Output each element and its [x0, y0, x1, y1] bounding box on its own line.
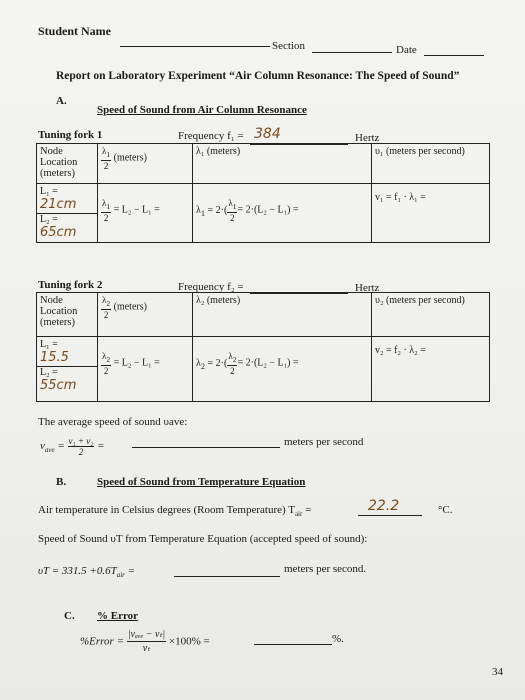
fork2-frequency-label: Frequency f₂ = — [178, 281, 244, 293]
error-answer-line — [254, 644, 332, 645]
fork2-half-frac: $\frac{\lambda_2}{2}$ — [102, 351, 111, 376]
error-lhs: %Error = — [80, 635, 124, 648]
fork2-lambda-eq-cell: $\lambda_2 = 2\cdot$( $\frac{\lambda_2}{2}$ = 2·(L₂ − L₁) = — [193, 337, 372, 402]
part-a-title: Speed of Sound from Air Column Resonance — [97, 104, 307, 116]
fork2-col-half-text: (meters) — [113, 301, 147, 313]
average-label: The average speed of sound υave: — [38, 416, 188, 428]
fork1-l1-value: 21cm — [40, 197, 77, 212]
error-formula — [80, 628, 210, 655]
fork1-lambda-eq-cell: $\lambda_1 = 2\cdot$( $\frac{\lambda_1}{2}$ = 2·(L₂ − L₁) = — [193, 184, 372, 243]
fork2-lambda-eq: = 2·(L₂ − L₁) = — [237, 357, 299, 369]
fork1-col-node — [37, 144, 98, 184]
student-name-label: Student Name — [38, 24, 112, 38]
fork1-col-v: υ₁ (meters per second) — [372, 144, 490, 184]
fork2-col-half — [98, 293, 193, 337]
average-formula: $v_{ave}$ = $\frac{\text{v₁ + v₂}}{2}$ = — [40, 436, 105, 457]
average-unit: meters per second — [284, 436, 364, 448]
fork2-l1-value: 15.5 — [40, 350, 69, 365]
air-temp-label-text: Air temperature in Celsius degrees (Room Temperature) T — [38, 504, 295, 516]
air-temp-label: Air temperature in Celsius degrees (Room Temperature) $T_{air}$ = — [38, 504, 312, 519]
temp-answer-line — [174, 576, 280, 577]
fork2-v-eq: v₂ = f₂ · λ₂ = — [372, 337, 490, 402]
average-num: v₁ + v₂ — [68, 436, 94, 446]
half-lambda2-frac: $\frac{\lambda_2}{2}$ — [102, 295, 111, 320]
fork2-col-lambda: λ₂ (meters) — [193, 293, 372, 337]
fork1-half-eq-cell — [98, 184, 193, 243]
half-lambda-frac: $\frac{\lambda_1}{2}$ — [102, 146, 111, 171]
average-lhs: v — [40, 440, 45, 453]
fork2-label: Tuning fork 2 — [38, 279, 103, 291]
fork1-l2-label: L₂ = — [37, 213, 97, 225]
fork1-v-eq: v₁ = f₁ · λ₁ = — [372, 184, 490, 243]
fork2-unit: Hertz — [355, 282, 380, 294]
fork2-table — [36, 292, 490, 402]
fork2-col-v: υ₂ (meters per second) — [372, 293, 490, 337]
fork1-half-eq: = L₂ − L₁ = — [113, 204, 160, 216]
student-name-line — [120, 46, 270, 47]
report-title: Report on Laboratory Experiment “Air Column Resonance: The Speed of Sound” — [56, 70, 460, 82]
temp-formula-text: υT = 331.5 +0.6T — [38, 565, 117, 577]
section-line — [312, 52, 392, 53]
average-sub: ave — [44, 446, 55, 455]
fork2-lengths — [37, 337, 98, 402]
fork1-frequency-value: 384 — [254, 126, 281, 142]
fork2-half-eq: = L₂ − L₁ = — [113, 357, 160, 369]
fork1-lengths — [37, 184, 98, 243]
fork2-l1-label: L₁ = — [40, 339, 58, 350]
fork1-col-half — [98, 144, 193, 184]
error-num: |vₐᵥₑ − vₜ| — [127, 629, 166, 640]
fork1-lambda-frac: $\frac{\lambda_1}{2}$ — [228, 198, 237, 223]
error-frac — [127, 628, 166, 655]
temp-formula-sub: air — [116, 571, 125, 580]
part-b-title: Speed of Sound from Temperature Equation — [97, 476, 306, 488]
temp-formula-unit: meters per second. — [284, 563, 367, 575]
date-line — [424, 55, 484, 56]
average-frac — [68, 436, 95, 457]
section-label: Section — [272, 40, 305, 52]
fork2-col-node-text: Node Location (meters) — [40, 295, 78, 328]
temp-formula: $\upsilon T = 331.5 +0.6T_{air}$ = — [38, 565, 136, 580]
fork1-l1-label: L₁ = — [40, 186, 58, 197]
error-mult: ×100% = — [168, 635, 210, 648]
fork1-lambda-eq: = 2·(L₂ − L₁) = — [237, 204, 299, 216]
fork1-col-node-text: Node Location (meters) — [40, 146, 78, 179]
fork1-half-frac: $\frac{\lambda_1}{2}$ — [102, 198, 111, 223]
fork2-l2-value: 55cm — [40, 378, 77, 393]
speed-temp-label: Speed of Sound υT from Temperature Equation (accepted speed of sound): — [38, 533, 368, 545]
average-den: 2 — [78, 447, 84, 457]
fork1-col-half-text: (meters) — [113, 152, 147, 164]
air-temp-unit: °C. — [438, 504, 453, 516]
page-number: 34 — [492, 666, 503, 678]
fork1-l2-value: 65cm — [40, 225, 77, 240]
average-answer-line — [132, 447, 280, 448]
air-temp-sub: air — [294, 510, 303, 519]
fork2-half-eq-cell — [98, 337, 193, 402]
air-temp-line — [358, 515, 422, 516]
fork2-lambda-frac: $\frac{\lambda_2}{2}$ — [228, 351, 237, 376]
air-temp-value: 22.2 — [368, 498, 400, 514]
error-den: vₜ — [142, 643, 151, 654]
fork1-table — [36, 143, 490, 243]
fork2-l2-label: L₂ = — [37, 366, 97, 378]
date-label: Date — [396, 44, 417, 56]
part-c-letter: C. — [64, 610, 75, 622]
fork1-unit: Hertz — [355, 132, 380, 144]
fork2-col-node — [37, 293, 98, 337]
part-c-title: % Error — [97, 610, 139, 622]
part-b-letter: B. — [56, 476, 67, 488]
fork1-frequency-label: Frequency f₁ = — [178, 130, 244, 142]
fork1-col-lambda: λ₁ (meters) — [193, 144, 372, 184]
part-a-letter: A. — [56, 95, 67, 107]
fork1-label: Tuning fork 1 — [38, 129, 103, 141]
error-unit: %. — [332, 633, 344, 645]
